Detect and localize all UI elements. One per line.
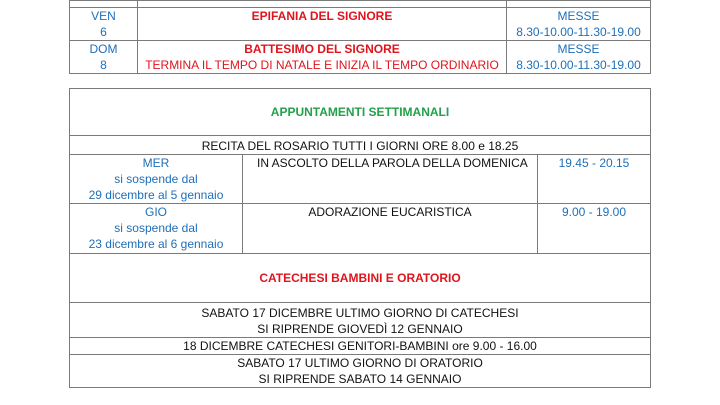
day-date: 8: [100, 58, 107, 72]
catechesi-line: SI RIPRENDE SABATO 14 GENNAIO: [258, 372, 462, 386]
catechesi-block: [70, 355, 651, 388]
weekly-title: APPUNTAMENTI SETTIMANALI: [70, 89, 651, 136]
catechesi-title: CATECHESI BAMBINI E ORATORIO: [70, 254, 651, 303]
calendar-cell: [507, 1, 651, 8]
event-title: BATTESIMO DEL SIGNORE: [244, 42, 400, 56]
weekly-day: MER: [142, 156, 170, 170]
calendar-event-cell: [138, 41, 507, 74]
messe-label: MESSE: [557, 42, 600, 56]
weekly-row: [70, 204, 651, 254]
calendar-messe-cell: [507, 8, 651, 41]
calendar-event-cell: [138, 8, 507, 41]
weekly-row: [70, 155, 651, 204]
messe-times: 8.30-10.00-11.30-19.00: [516, 58, 641, 72]
calendar-row: [70, 41, 651, 74]
catechesi-line: SI RIPRENDE GIOVEDÌ 12 GENNAIO: [257, 322, 463, 336]
calendar-messe-cell: [507, 41, 651, 74]
day-date: 6: [100, 25, 107, 39]
weekly-note: 23 dicembre al 6 gennaio: [88, 237, 224, 251]
event-subtitle: TERMINA IL TEMPO DI NATALE E INIZIA IL TEMPO ORDINARIO: [145, 58, 499, 72]
calendar-row-partial: [70, 1, 651, 8]
weekly-day-cell: [70, 204, 243, 254]
event-title: EPIFANIA DEL SIGNORE: [251, 9, 393, 23]
weekly-time: 19.45 - 20.15: [538, 155, 651, 204]
messe-times: 8.30-10.00-11.30-19.00: [516, 25, 641, 39]
day-name: DOM: [89, 42, 118, 56]
weekly-time: 9.00 - 19.00: [538, 204, 651, 254]
calendar-day-cell: [70, 41, 138, 74]
calendar-cell: [138, 1, 507, 8]
rosary-line: RECITA DEL ROSARIO TUTTI I GIORNI ORE 8.00 e 18.25: [70, 136, 651, 155]
catechesi-line: 18 DICEMBRE CATECHESI GENITORI-BAMBINI ore 9.00 - 16.00: [70, 338, 651, 355]
calendar-row: [70, 8, 651, 41]
weekly-note: si sospende dal: [114, 172, 198, 186]
weekly-activity: IN ASCOLTO DELLA PAROLA DELLA DOMENICA: [243, 155, 538, 204]
weekly-note: 29 dicembre al 5 gennaio: [88, 188, 224, 202]
weekly-table: [69, 88, 651, 388]
messe-label: MESSE: [557, 9, 600, 23]
catechesi-line: SABATO 17 ULTIMO GIORNO DI ORATORIO: [237, 356, 483, 370]
catechesi-line: SABATO 17 DICEMBRE ULTIMO GIORNO DI CATECHESI: [201, 306, 519, 320]
calendar-cell: [70, 1, 138, 8]
weekly-day: GIO: [144, 205, 167, 219]
catechesi-block: [70, 303, 651, 338]
weekly-note: si sospende dal: [114, 221, 198, 235]
weekly-day-cell: [70, 155, 243, 204]
day-name: VEN: [91, 9, 116, 23]
calendar-table: [69, 0, 651, 74]
weekly-activity: ADORAZIONE EUCARISTICA: [243, 204, 538, 254]
calendar-day-cell: [70, 8, 138, 41]
